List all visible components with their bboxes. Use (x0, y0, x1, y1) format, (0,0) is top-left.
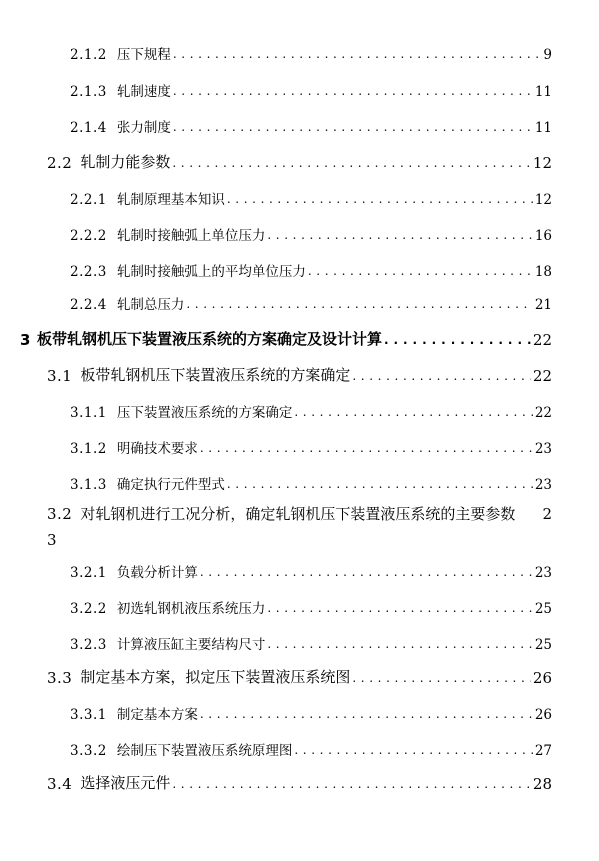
toc-entry[interactable] (0, 254, 599, 280)
toc-leader-dots (308, 264, 533, 276)
toc-title: 张力制度 (116, 120, 171, 136)
toc-number: 3.3 (47, 669, 73, 687)
toc-leader-dots (294, 743, 532, 755)
toc-leader-dots (352, 671, 531, 683)
toc-title: 负载分析计算 (116, 565, 198, 581)
toc-number: 3.2 (47, 505, 73, 523)
toc-number: 2.1.2 (70, 47, 107, 63)
toc-page-number: 11 (534, 120, 552, 136)
toc-entry-row (47, 501, 552, 527)
toc-number: 3.3.2 (70, 743, 107, 759)
toc-number: 3.1.3 (70, 477, 107, 493)
toc-leader-dots (173, 84, 533, 96)
toc-number: 3.2.3 (70, 637, 107, 653)
toc-page-number: 12 (532, 154, 552, 172)
toc-page-number: 21 (534, 297, 552, 313)
toc-number: 3.4 (47, 775, 73, 793)
toc-entry[interactable] (0, 287, 599, 313)
toc-leader-dots (227, 192, 533, 204)
toc-leader-dots (172, 777, 531, 789)
toc-page-number: 22 (532, 331, 552, 349)
toc-leader-dots (267, 637, 532, 649)
toc-page-number: 25 (534, 637, 552, 653)
toc-leader-dots (267, 601, 532, 613)
toc-entry[interactable] (0, 182, 599, 208)
toc-title: 板带轧钢机压下装置液压系统的方案确定 (80, 366, 351, 384)
toc-leader-dots (173, 120, 533, 132)
toc-number: 3.1.1 (70, 405, 107, 421)
toc-title: 选择液压元件 (80, 774, 171, 792)
toc-page-number: 25 (534, 601, 552, 617)
toc-page-number: 23 (534, 441, 552, 457)
toc-page-number: 9 (543, 47, 552, 63)
toc-entry[interactable] (0, 733, 599, 759)
toc-title: 轧制速度 (116, 84, 171, 100)
toc-page-number: 18 (534, 264, 552, 280)
toc-entry[interactable] (0, 555, 599, 581)
toc-leader-dots (294, 405, 532, 417)
toc-leader-dots (352, 369, 531, 381)
toc-title: 轧制力能参数 (80, 153, 171, 171)
toc-number: 2.2.4 (70, 297, 107, 313)
toc-page-number: 26 (534, 707, 552, 723)
toc-title: 绘制压下装置液压系统原理图 (116, 743, 293, 759)
toc-title: 计算液压缸主要结构尺寸 (116, 637, 266, 653)
toc-leader-dots (200, 707, 533, 719)
toc-title: 压下装置液压系统的方案确定 (116, 405, 293, 421)
toc-entry[interactable] (0, 37, 599, 63)
toc-entry[interactable] (0, 323, 599, 349)
toc-entry[interactable] (0, 591, 599, 617)
toc-page-number: 16 (534, 228, 552, 244)
toc-entry[interactable] (0, 110, 599, 136)
toc-leader-dots (384, 333, 531, 345)
toc-page-number: 28 (532, 775, 552, 793)
toc-number: 2.2 (47, 154, 73, 172)
toc-number: 3 (20, 331, 31, 349)
toc-page-number-part: 2 (542, 505, 552, 523)
toc-entry[interactable] (0, 146, 599, 172)
toc-page-number: 22 (532, 367, 552, 385)
toc-entry[interactable] (0, 767, 599, 793)
toc-number: 2.2.1 (70, 192, 107, 208)
toc-page-number: 11 (534, 84, 552, 100)
toc-leader-dots (200, 441, 533, 453)
toc-entry[interactable] (0, 395, 599, 421)
toc-leader-dots (200, 565, 533, 577)
toc-entry[interactable] (0, 431, 599, 457)
toc-title: 轧制时接触弧上单位压力 (116, 228, 266, 244)
toc-number: 2.1.3 (70, 84, 107, 100)
toc-title: 压下规程 (116, 47, 171, 63)
toc-entry[interactable] (0, 359, 599, 385)
toc-number: 3.1.2 (70, 441, 107, 457)
toc-page-number: 26 (532, 669, 552, 687)
toc-title: 初选轧钢机液压系统压力 (116, 601, 266, 617)
toc-title: 制定基本方案 (116, 707, 198, 723)
toc-page-number: 23 (534, 477, 552, 493)
toc-number: 2.1.4 (70, 120, 107, 136)
toc-leader-dots (186, 297, 532, 309)
toc-leader-dots (173, 47, 542, 59)
toc-leader-dots (227, 477, 533, 489)
toc-entry[interactable] (0, 218, 599, 244)
toc-entry[interactable] (0, 74, 599, 100)
toc-entry[interactable] (47, 501, 552, 553)
toc-title: 对轧钢机进行工况分析，确定轧钢机压下装置液压系统的主要参数 (80, 505, 516, 523)
toc-entry[interactable] (0, 467, 599, 493)
toc-leader-dots (172, 156, 531, 168)
toc-entry[interactable] (0, 697, 599, 723)
toc-title: 轧制原理基本知识 (116, 192, 225, 208)
toc-page-number: 27 (534, 743, 552, 759)
toc-leader-dots (267, 228, 532, 240)
toc-title: 轧制总压力 (116, 297, 185, 313)
toc-number: 3.2.1 (70, 565, 107, 581)
toc-number: 3.2.2 (70, 601, 107, 617)
toc-page-number: 23 (534, 565, 552, 581)
toc-title: 制定基本方案，拟定压下装置液压系统图 (80, 668, 351, 686)
toc-page-number: 12 (534, 192, 552, 208)
toc-title: 明确技术要求 (116, 441, 198, 457)
toc-entry[interactable] (0, 661, 599, 687)
toc-title: 板带轧钢机压下装置液压系统的方案确定及设计计算 (36, 330, 382, 348)
toc-number: 3.3.1 (70, 707, 107, 723)
toc-page-number: 22 (534, 405, 552, 421)
toc-number: 2.2.3 (70, 264, 107, 280)
toc-number: 2.2.2 (70, 228, 107, 244)
toc-entry[interactable] (0, 627, 599, 653)
toc-number: 3.1 (47, 367, 73, 385)
toc-title: 轧制时接触弧上的平均单位压力 (116, 264, 306, 280)
toc-title: 确定执行元件型式 (116, 477, 225, 493)
toc-page-number-continued: 3 (47, 531, 57, 549)
